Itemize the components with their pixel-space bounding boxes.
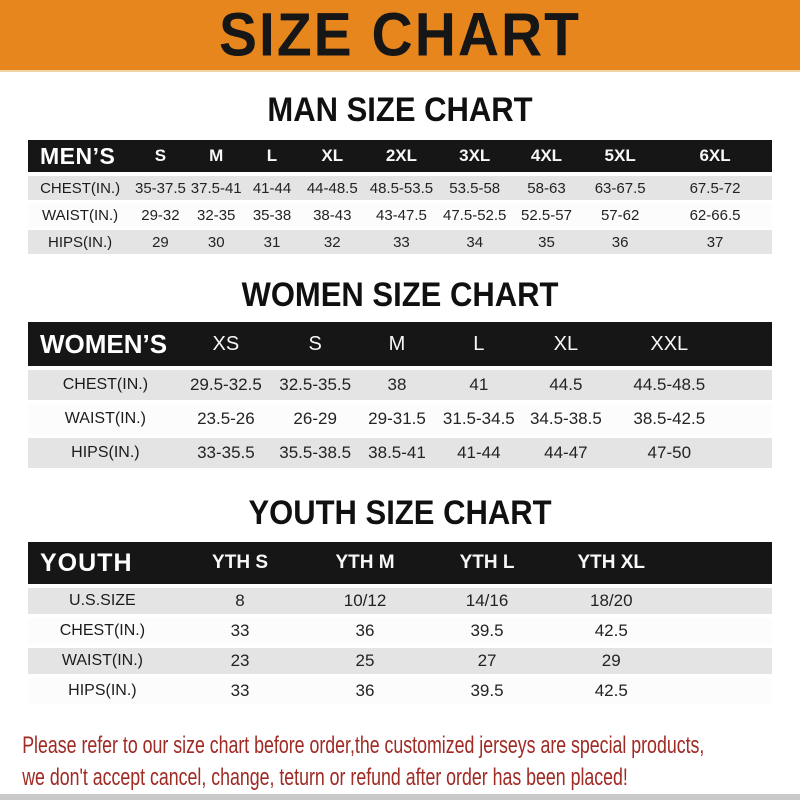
men-table-cell: 34 — [466, 233, 484, 251]
youth-column-header: YTH XL — [577, 552, 646, 573]
men-table-cell: 35-37.5 — [134, 179, 186, 197]
women-table-cell: 32.5-35.5 — [279, 375, 352, 394]
men-row-label: WAIST(IN.) — [42, 206, 119, 224]
men-table-cell: 63-67.5 — [594, 179, 646, 197]
men-table-cell: 58-63 — [527, 179, 566, 197]
men-table-cell: 36 — [611, 233, 629, 251]
youth-table-row — [28, 618, 772, 644]
women-row-label: WAIST(IN.) — [64, 410, 146, 427]
youth-table-row — [28, 648, 772, 674]
women-row-label: HIPS(IN.) — [71, 444, 140, 461]
men-column-header: 3XL — [459, 146, 491, 165]
women-row-label: CHEST(IN.) — [62, 376, 149, 393]
women-column-header: XS — [212, 332, 240, 355]
youth-column-header: YTH S — [212, 552, 268, 573]
bottom-edge-strip — [0, 794, 800, 800]
men-table-cell: 53.5-58 — [449, 179, 501, 197]
men-row-label: CHEST(IN.) — [40, 179, 121, 197]
men-table-cell: 35 — [538, 233, 555, 251]
men-table-cell: 31 — [263, 233, 281, 251]
banner-title: SIZE CHART — [219, 0, 581, 70]
youth-row-label: HIPS(IN.) — [68, 682, 137, 699]
youth-table-cell: 14/16 — [465, 591, 509, 610]
size-chart-banner — [0, 0, 800, 72]
men-section-heading: MAN SIZE CHART — [267, 89, 533, 130]
women-column-header: XXL — [650, 332, 689, 355]
men-table-cell: 41-44 — [252, 179, 292, 197]
men-row-label: HIPS(IN.) — [47, 233, 113, 251]
women-corner-label: WOMEN’S — [40, 328, 168, 359]
men-table-cell: 32-35 — [197, 206, 236, 224]
youth-row-label: CHEST(IN.) — [59, 622, 146, 639]
men-table-cell: 38-43 — [313, 206, 352, 224]
youth-table-row — [28, 588, 772, 614]
women-table-cell: 47-50 — [647, 443, 692, 462]
men-table-cell: 57-62 — [600, 206, 640, 224]
men-table-cell: 33 — [393, 233, 410, 251]
women-table-cell: 33-35.5 — [197, 443, 255, 462]
men-column-header: 6XL — [699, 146, 731, 165]
men-table-cell: 62-66.5 — [689, 206, 741, 224]
footer-disclaimer — [0, 730, 770, 794]
youth-header-bar — [28, 542, 772, 584]
youth-table-cell: 23 — [230, 651, 250, 670]
youth-table-cell: 36 — [355, 621, 375, 640]
youth-table-cell: 27 — [477, 651, 497, 670]
youth-table-cell: 25 — [355, 651, 375, 670]
women-table-row — [28, 370, 772, 400]
women-table-cell: 38.5-41 — [368, 443, 426, 462]
men-table-row — [28, 176, 772, 200]
men-table-cell: 44-48.5 — [306, 179, 358, 197]
men-column-header: XL — [321, 146, 344, 165]
size-charts-container — [0, 89, 800, 704]
men-column-header: S — [154, 146, 167, 165]
men-table-cell: 30 — [207, 233, 225, 251]
men-column-header: L — [266, 146, 278, 165]
men-table-cell: 37 — [706, 233, 724, 251]
women-table-cell: 35.5-38.5 — [279, 443, 352, 462]
women-table-cell: 44-47 — [544, 443, 588, 462]
women-size-table — [28, 322, 772, 468]
youth-table-cell: 18/20 — [589, 591, 633, 610]
men-table-cell: 29 — [152, 233, 169, 251]
women-table-cell: 34.5-38.5 — [529, 409, 602, 428]
women-column-header: L — [473, 332, 485, 355]
footer-line-2: we don't accept cancel, change, teturn or refund after order has been placed! — [22, 764, 628, 791]
youth-column-header: YTH L — [459, 552, 515, 573]
men-table-cell: 32 — [323, 233, 341, 251]
youth-table-cell: 33 — [230, 681, 250, 700]
men-table-cell: 35-38 — [252, 206, 292, 224]
youth-section-heading: YOUTH SIZE CHART — [248, 492, 552, 533]
youth-table-cell: 39.5 — [470, 681, 504, 700]
men-table-cell: 52.5-57 — [521, 206, 572, 224]
women-column-header: M — [388, 332, 406, 355]
women-table-cell: 38 — [387, 375, 407, 394]
youth-table-row — [28, 678, 772, 704]
youth-column-header: YTH M — [335, 552, 395, 573]
women-column-header: XL — [553, 332, 579, 355]
men-size-table — [28, 140, 772, 254]
men-table-row — [28, 203, 772, 227]
youth-table-cell: 42.5 — [594, 621, 628, 640]
men-table-row — [28, 230, 772, 254]
youth-table-cell: 33 — [230, 621, 250, 640]
women-table-row — [28, 438, 772, 468]
men-table-cell: 37.5-41 — [190, 179, 242, 197]
men-table-cell: 47.5-52.5 — [443, 206, 507, 224]
men-header-bar — [28, 140, 772, 172]
men-table-cell: 29-32 — [141, 206, 180, 224]
youth-table-cell: 39.5 — [470, 621, 504, 640]
women-table-cell: 41 — [469, 375, 489, 394]
men-column-header: M — [209, 146, 224, 165]
youth-table-cell: 42.5 — [594, 681, 628, 700]
youth-table-cell: 10/12 — [343, 591, 387, 610]
women-table-cell: 41-44 — [457, 443, 501, 462]
youth-table-cell: 29 — [601, 651, 621, 670]
men-table-cell: 67.5-72 — [689, 179, 741, 197]
women-table-cell: 38.5-42.5 — [633, 409, 706, 428]
footer-line-1: Please refer to our size chart before order,the customized jerseys are special products, — [22, 732, 705, 759]
youth-table-cell: 36 — [355, 681, 375, 700]
women-table-cell: 29-31.5 — [368, 409, 426, 428]
youth-table-cell: 8 — [235, 591, 245, 610]
youth-row-label: U.S.SIZE — [69, 592, 136, 609]
women-table-cell: 26-29 — [293, 409, 337, 428]
youth-row-label: WAIST(IN.) — [61, 652, 143, 669]
youth-size-table — [28, 542, 772, 704]
women-table-cell: 31.5-34.5 — [442, 409, 515, 428]
women-table-cell: 44.5 — [549, 375, 583, 394]
women-table-row — [28, 404, 772, 434]
men-column-header: 5XL — [604, 146, 636, 165]
men-column-header: 4XL — [530, 146, 563, 165]
men-column-header: 2XL — [385, 146, 418, 165]
women-column-header: S — [308, 332, 322, 355]
women-table-cell: 44.5-48.5 — [633, 375, 706, 394]
youth-corner-label: YOUTH — [40, 548, 133, 577]
men-table-cell: 43-47.5 — [375, 206, 427, 224]
women-header-bar — [28, 322, 772, 366]
men-corner-label: MEN’S — [40, 142, 116, 169]
women-table-cell: 29.5-32.5 — [189, 375, 262, 394]
women-section-heading: WOMEN SIZE CHART — [241, 274, 559, 315]
men-table-cell: 48.5-53.5 — [369, 179, 434, 197]
women-table-cell: 23.5-26 — [197, 409, 255, 428]
